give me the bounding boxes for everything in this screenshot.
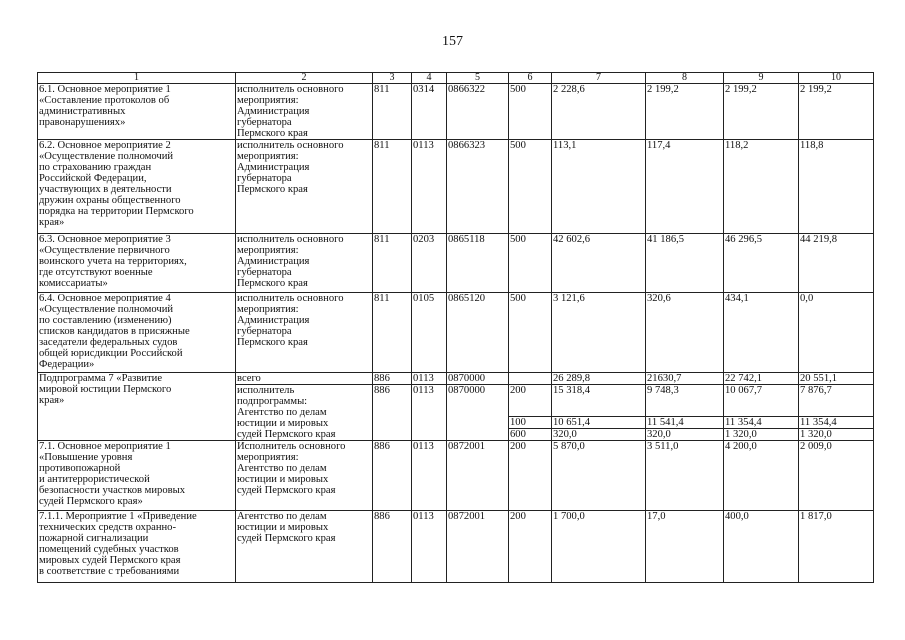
budget-table: [37, 72, 874, 583]
activity-name: 7.1. Основное мероприятие 1 «Повышение уровня противопожарной и антитеррористической безопасности участков мировых судей Пермского края»: [38, 441, 236, 511]
section-code: 0113: [412, 140, 447, 234]
expense-type-code: 500: [509, 234, 552, 293]
expense-type-code: 200: [509, 441, 552, 511]
executor: исполнитель основного мероприятия: Администрация губернатора Пермского края: [236, 140, 373, 234]
amount-year-3: 11 354,4: [724, 417, 799, 429]
amount-year-3: 46 296,5: [724, 234, 799, 293]
section-code: 0203: [412, 234, 447, 293]
grbs-code: 886: [373, 385, 412, 441]
target-article-code: 0865120: [447, 293, 509, 373]
amount-year-2: 3 511,0: [646, 441, 724, 511]
table-row: [38, 441, 874, 511]
executor: Агентство по делам юстиции и мировых судей Пермского края: [236, 511, 373, 583]
expense-type-code: 500: [509, 140, 552, 234]
column-header: 8: [646, 73, 724, 84]
total-label: всего: [236, 373, 373, 385]
expense-type-code: 100: [509, 417, 552, 429]
amount-year-2: 21630,7: [646, 373, 724, 385]
amount-year-4: 2 199,2: [799, 84, 874, 140]
amount-year-3: 22 742,1: [724, 373, 799, 385]
amount-year-3: 1 320,0: [724, 429, 799, 441]
column-header: 10: [799, 73, 874, 84]
amount-year-4: 7 876,7: [799, 385, 874, 417]
amount-year-1: 320,0: [552, 429, 646, 441]
section-code: 0113: [412, 385, 447, 441]
amount-year-3: 10 067,7: [724, 385, 799, 417]
amount-year-1: 5 870,0: [552, 441, 646, 511]
table-row: [38, 140, 874, 234]
grbs-code: 811: [373, 84, 412, 140]
column-header: 7: [552, 73, 646, 84]
amount-year-4: 11 354,4: [799, 417, 874, 429]
amount-year-3: 4 200,0: [724, 441, 799, 511]
column-header: 9: [724, 73, 799, 84]
column-header: 3: [373, 73, 412, 84]
amount-year-1: 10 651,4: [552, 417, 646, 429]
target-article-code: 0870000: [447, 385, 509, 441]
amount-year-1: 42 602,6: [552, 234, 646, 293]
amount-year-2: 320,6: [646, 293, 724, 373]
expense-type-code: 200: [509, 385, 552, 417]
amount-year-4: 1 817,0: [799, 511, 874, 583]
executor: исполнитель основного мероприятия: Администрация губернатора Пермского края: [236, 234, 373, 293]
amount-year-4: 44 219,8: [799, 234, 874, 293]
executor: исполнитель основного мероприятия: Администрация губернатора Пермского края: [236, 84, 373, 140]
table-row: [38, 84, 874, 140]
amount-year-4: 2 009,0: [799, 441, 874, 511]
grbs-code: 811: [373, 234, 412, 293]
executor: исполнитель подпрограммы: Агентство по делам юстиции и мировых судей Пермского края: [236, 385, 373, 441]
table-row: [38, 293, 874, 373]
amount-year-1: 2 228,6: [552, 84, 646, 140]
grbs-code: 811: [373, 140, 412, 234]
amount-year-3: 118,2: [724, 140, 799, 234]
activity-name: 6.4. Основное мероприятие 4 «Осуществление полномочий по составлению (изменению) списков кандидатов в присяжные заседатели федеральных судов общей юрисдикции Российской Федерации»: [38, 293, 236, 373]
amount-year-1: 26 289,8: [552, 373, 646, 385]
target-article-code: 0872001: [447, 511, 509, 583]
target-article-code: 0866323: [447, 140, 509, 234]
amount-year-3: 434,1: [724, 293, 799, 373]
section-code: 0105: [412, 293, 447, 373]
amount-year-1: 3 121,6: [552, 293, 646, 373]
column-header: 5: [447, 73, 509, 84]
target-article-code: 0866322: [447, 84, 509, 140]
expense-type-code: 500: [509, 84, 552, 140]
grbs-code: 811: [373, 293, 412, 373]
amount-year-2: 9 748,3: [646, 385, 724, 417]
expense-type-code: 500: [509, 293, 552, 373]
amount-year-2: 320,0: [646, 429, 724, 441]
amount-year-3: 400,0: [724, 511, 799, 583]
section-code: 0113: [412, 511, 447, 583]
amount-year-2: 41 186,5: [646, 234, 724, 293]
target-article-code: 0870000: [447, 373, 509, 385]
amount-year-1: 113,1: [552, 140, 646, 234]
amount-year-4: 1 320,0: [799, 429, 874, 441]
activity-name: 6.1. Основное мероприятие 1 «Составление протоколов об административных правонарушениях»: [38, 84, 236, 140]
grbs-code: 886: [373, 511, 412, 583]
amount-year-2: 11 541,4: [646, 417, 724, 429]
header-row: [38, 73, 874, 84]
executor: Исполнитель основного мероприятия: Агентство по делам юстиции и мировых судей Пермского края: [236, 441, 373, 511]
expense-type-code: [509, 373, 552, 385]
amount-year-1: 1 700,0: [552, 511, 646, 583]
grbs-code: 886: [373, 441, 412, 511]
amount-year-3: 2 199,2: [724, 84, 799, 140]
amount-year-1: 15 318,4: [552, 385, 646, 417]
column-header: 4: [412, 73, 447, 84]
table-row: [38, 234, 874, 293]
expense-type-code: 600: [509, 429, 552, 441]
expense-type-code: 200: [509, 511, 552, 583]
subprogram-total-row: [38, 373, 874, 385]
page-number: 157: [442, 34, 463, 49]
subprogram-name: Подпрограмма 7 «Развитие мировой юстиции Пермского края»: [38, 373, 236, 441]
grbs-code: 886: [373, 373, 412, 385]
column-header: 1: [38, 73, 236, 84]
column-header: 6: [509, 73, 552, 84]
amount-year-2: 2 199,2: [646, 84, 724, 140]
amount-year-4: 0,0: [799, 293, 874, 373]
activity-name: 7.1.1. Мероприятие 1 «Приведение технических средств охранно- пожарной сигнализации помещений судебных участков мировых судей Пермского края в соответствие с требованиями: [38, 511, 236, 583]
executor: исполнитель основного мероприятия: Администрация губернатора Пермского края: [236, 293, 373, 373]
target-article-code: 0865118: [447, 234, 509, 293]
column-header: 2: [236, 73, 373, 84]
section-code: 0113: [412, 441, 447, 511]
amount-year-2: 17,0: [646, 511, 724, 583]
table-row: [38, 511, 874, 583]
amount-year-2: 117,4: [646, 140, 724, 234]
section-code: 0113: [412, 373, 447, 385]
activity-name: 6.2. Основное мероприятие 2 «Осуществление полномочий по страхованию граждан Российской Федерации, участвующих в деятельности дружин охраны общественного порядка на территории Пермского края»: [38, 140, 236, 234]
amount-year-4: 20 551,1: [799, 373, 874, 385]
section-code: 0314: [412, 84, 447, 140]
target-article-code: 0872001: [447, 441, 509, 511]
amount-year-4: 118,8: [799, 140, 874, 234]
activity-name: 6.3. Основное мероприятие 3 «Осуществление первичного воинского учета на территориях, где отсутствуют военные комиссариаты»: [38, 234, 236, 293]
